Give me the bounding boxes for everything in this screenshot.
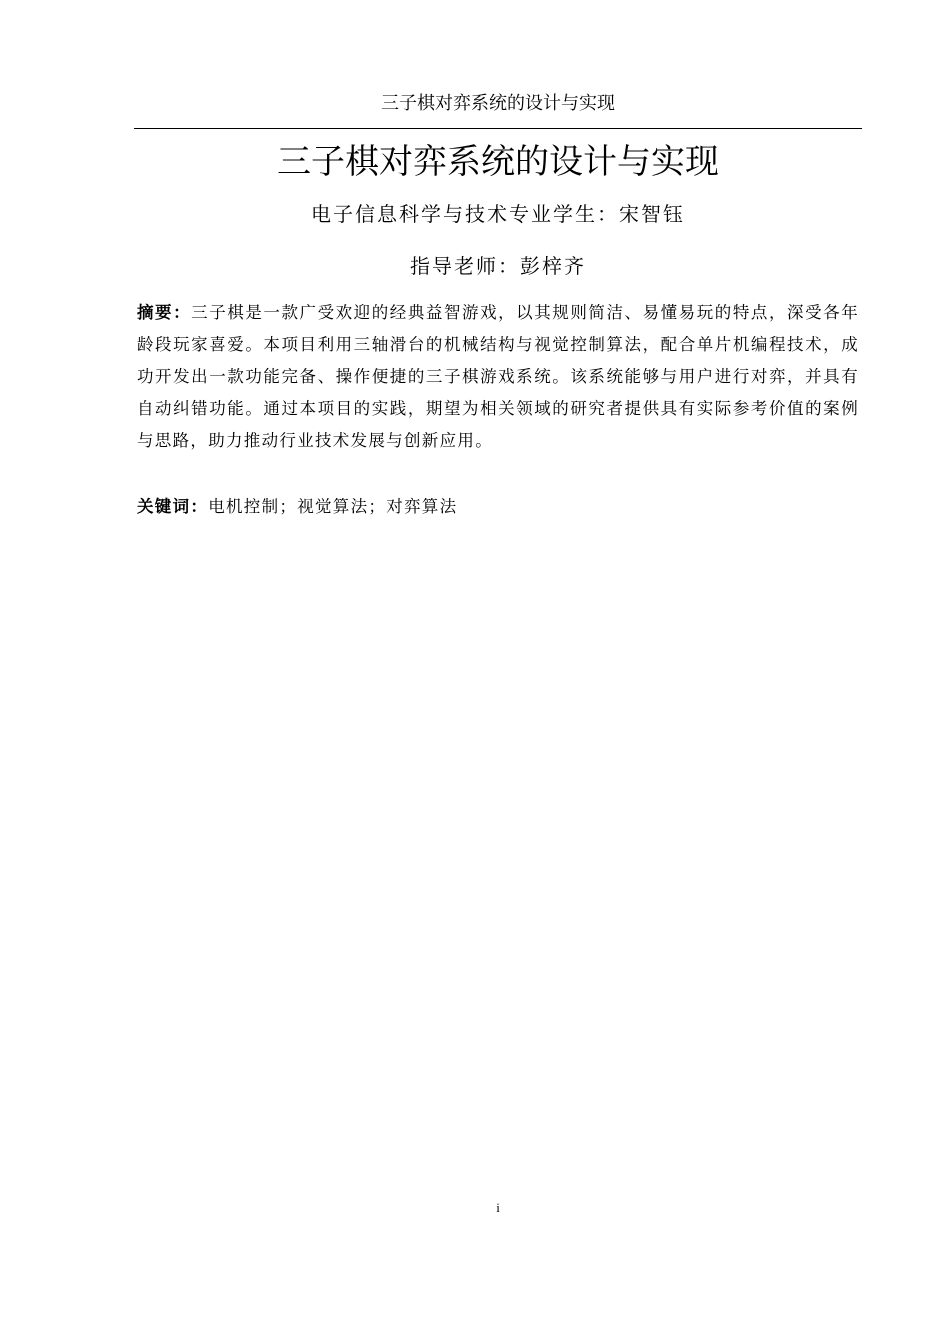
abstract-text: 三子棋是一款广受欢迎的经典益智游戏，以其规则简洁、易懂易玩的特点，深受各年龄段玩家喜爱。本项目利用三轴滑台的机械结构与视觉控制算法，配合单片机编程技术，成功开发出一款功能完备、操作便捷的三子棋游戏系统。该系统能够与用户进行对弈，并具有自动纠错功能。通过本项目的实践，期望为相关领域的研究者提供具有实际参考价值的案例与思路，助力推动行业技术发展与创新应用。 <box>137 303 859 450</box>
running-header: 三子棋对弈系统的设计与实现 <box>381 93 615 114</box>
header-divider <box>134 128 862 129</box>
author-line: 电子信息科学与技术专业学生：宋智钰 <box>311 202 685 226</box>
abstract-label: 摘要： <box>137 303 192 322</box>
page-title: 三子棋对弈系统的设计与实现 <box>277 142 719 182</box>
keywords-text: 电机控制；视觉算法；对弈算法 <box>208 497 458 516</box>
page-number: i <box>496 1200 500 1215</box>
keywords-paragraph <box>137 491 859 523</box>
abstract-paragraph <box>137 297 859 457</box>
keywords-label: 关键词： <box>137 497 209 516</box>
advisor-line: 指导老师：彭梓齐 <box>410 254 586 278</box>
